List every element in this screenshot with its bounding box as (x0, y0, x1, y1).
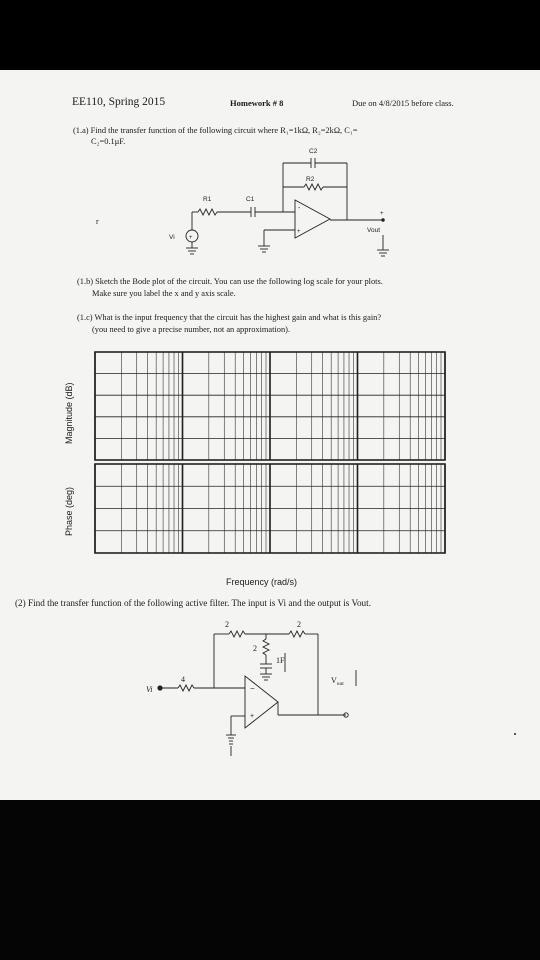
homework-sheet (0, 70, 540, 800)
r1-label: R1 (203, 196, 212, 203)
question-1b-line2: Make sure you label the x and y axis scale. (92, 289, 236, 298)
c2-label: C2 (309, 148, 318, 155)
vout-label: Vout (367, 227, 381, 234)
r-in-value: 4 (181, 675, 185, 684)
c1-label: C1 (246, 196, 255, 203)
question-1c-line2: (you need to give a precise number, not an approximation). (92, 325, 291, 334)
vi-label: Vi (169, 234, 175, 241)
question-1a-line2: C₂=0.1μF. (91, 137, 126, 146)
r-top-left-value: 2 (225, 620, 229, 629)
phase-axis-label: Phase (deg) (64, 486, 74, 536)
circuit-2-diagram (0, 70, 540, 800)
vi-label-2: Vi (146, 685, 153, 694)
opamp-plus-label: + (297, 229, 301, 235)
stray-mark: r (96, 217, 99, 226)
due-date: Due on 4/8/2015 before class. (352, 98, 454, 108)
homework-number: Homework # 8 (230, 98, 284, 108)
r-shunt-value: 2 (253, 644, 257, 653)
question-2: (2) Find the transfer function of the following active filter. The input is Vi and the output is Vout. (15, 598, 372, 608)
cap-value: 1F (276, 656, 285, 665)
r-top-right-value: 2 (297, 620, 301, 629)
opamp2-minus-label: − (250, 684, 255, 693)
question-1a-line1: (1.a) Find the transfer function of the following circuit where R₁=1kΩ, R₂=2kΩ, C₁= (73, 126, 358, 135)
question-1b-line1: (1.b) Sketch the Bode plot of the circuit. You can use the following log scale for your plots. (77, 277, 383, 286)
vout-plus-label: + (380, 211, 384, 217)
r2-label: R2 (306, 176, 315, 183)
dark-background-bottom (0, 800, 540, 960)
source-plus-label: + (189, 235, 193, 241)
opamp2-plus-label: + (250, 713, 255, 720)
course-title: EE110, Spring 2015 (72, 96, 166, 108)
question-1c-line1: (1.c) What is the input frequency that the circuit has the highest gain and what is this gain? (77, 313, 382, 322)
magnitude-axis-label: Magnitude (dB) (64, 382, 74, 444)
opamp-minus-label: - (298, 205, 301, 212)
frequency-axis-label: Frequency (rad/s) (226, 577, 298, 587)
vout-label-2: $V_{out}$ (331, 676, 344, 687)
